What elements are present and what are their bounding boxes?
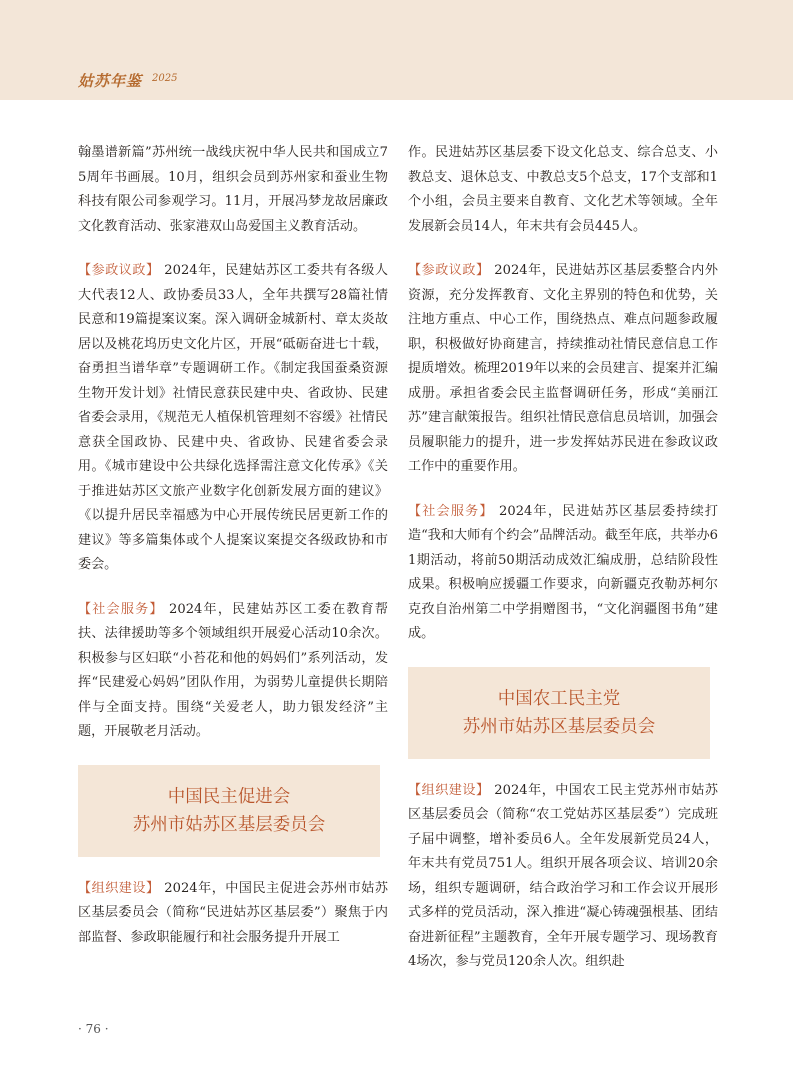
paragraph: 【社会服务】 2024年，民建姑苏区工委在教育帮扶、法律援助等多个领域组织开展爱心活动10余次。积极参与区妇联“小苔花和他的妈妈们”系列活动，发挥“民建爱心妈妈”团队作用，为弱势儿童提供长期陪伴与全面支持。围绕“关爱老人，助力银发经济”主题，开展敬老月活动。 bbox=[78, 601, 389, 739]
section-tag: 【社会服务】 bbox=[408, 503, 494, 519]
section-tag: 【社会服务】 bbox=[78, 601, 164, 617]
section-tag: 【组织建设】 bbox=[78, 880, 160, 896]
yearbook-brand: 姑苏年鉴 bbox=[78, 72, 143, 90]
section-heading-box bbox=[78, 765, 380, 857]
section-tag: 【参政议政】 bbox=[78, 263, 160, 278]
paragraph: 【参政议政】 2024年，民建姑苏区工委共有各级人大代表12人、政协委员33人，全年共撰写28篇社情民意和19篇提案议案。深入调研金城新村、章太炎故居以及桃花坞历史文化片区，开展“砥砺奋进七十载，奋勇担当谱华章”专题调研工作。《制定我国蚕桑资源生物开发计划》社情民意获民建中央、省政协、民建省委会录用，《规范无人植保机管理刻不容缓》社情民意获全国政协、民建中央、省政协、民建省委会录用。《城市建设中公共绿化选择需注意文化传承》《关于推进姑苏区文旅产业数字化创新发展方面的建议》《以提升居民幸福感为中心开展传统民居更新工作的建议》等多篇集体或个人提案议案提交各级政协和市委会。 bbox=[78, 263, 389, 572]
section-heading-line: 中国农工民主党 bbox=[497, 688, 621, 709]
yearbook-year: 2025 bbox=[152, 73, 178, 84]
section-heading-box bbox=[408, 667, 710, 759]
section-tag: 【参政议政】 bbox=[408, 263, 490, 278]
paragraph: 【组织建设】 2024年，中国民主促进会苏州市姑苏区基层委员会（简称“民进姑苏区基层委”）聚焦于内部监督、参政职能履行和社会服务提升开展工 bbox=[78, 880, 389, 945]
section-heading-line: 苏州市姑苏区基层委员会 bbox=[462, 716, 656, 737]
section-heading-line: 中国民主促进会 bbox=[167, 786, 291, 807]
page-number: · 76 · bbox=[78, 1022, 109, 1036]
paragraph: 翰墨谱新篇”苏州统一战线庆祝中华人民共和国成立75周年书画展。10月，组织会员到苏州家和蚕业生物科技有限公司参观学习。11月，开展冯梦龙故居廉政文化教育活动、张家港双山岛爱国主义教育活动。 bbox=[78, 145, 388, 234]
section-tag: 【组织建设】 bbox=[408, 782, 490, 798]
right-column bbox=[408, 141, 718, 995]
paragraph: 【社会服务】 2024年，民进姑苏区基层委持续打造“我和大师有个约会”品牌活动。截至年底，共举办61期活动，将前50期活动成效汇编成册，总结阶段性成果。积极响应援疆工作要求，向新疆克孜勒苏柯尔克孜自治州第二中学捐赠图书，“文化润疆图书角”建成。 bbox=[408, 503, 719, 641]
page-header-band bbox=[0, 0, 793, 100]
paragraph: 作。民进姑苏区基层委下设文化总支、综合总支、小教总支、退休总支、中教总支5个总支，17个支部和1个小组，会员主要来自教育、文化艺术等领域。全年发展新会员14人，年末共有会员445人。 bbox=[408, 145, 718, 234]
left-column bbox=[78, 141, 388, 970]
paragraph: 【组织建设】 2024年，中国农工民主党苏州市姑苏区基层委员会（简称“农工党姑苏区基层委”）完成班子届中调整，增补委员6人。全年发展新党员24人，年末共有党员751人。组织开展各项会议、培训20余场，组织专题调研，结合政治学习和工作会议开展形式多样的党员活动，深入推进“凝心铸魂强根基、团结奋进新征程”主题教育，全年开展专题学习、现场教育4场次，参与党员120余人次。组织赴 bbox=[408, 782, 719, 969]
paragraph: 【参政议政】 2024年，民进姑苏区基层委整合内外资源，充分发挥教育、文化主界别的特色和优势，关注地方重点、中心工作，围绕热点、难点问题参政履职，积极做好协商建言，持续推动社情民意信息工作提质增效。梳理2019年以来的会员建言、提案并汇编成册。承担省委会民主监督调研任务，形成“美丽江苏”建言献策报告。组织社情民意信息员培训，加强会员履职能力的提升，进一步发挥姑苏民进在参政议政工作中的重要作用。 bbox=[408, 263, 719, 474]
section-heading-line: 苏州市姑苏区基层委员会 bbox=[132, 814, 326, 835]
